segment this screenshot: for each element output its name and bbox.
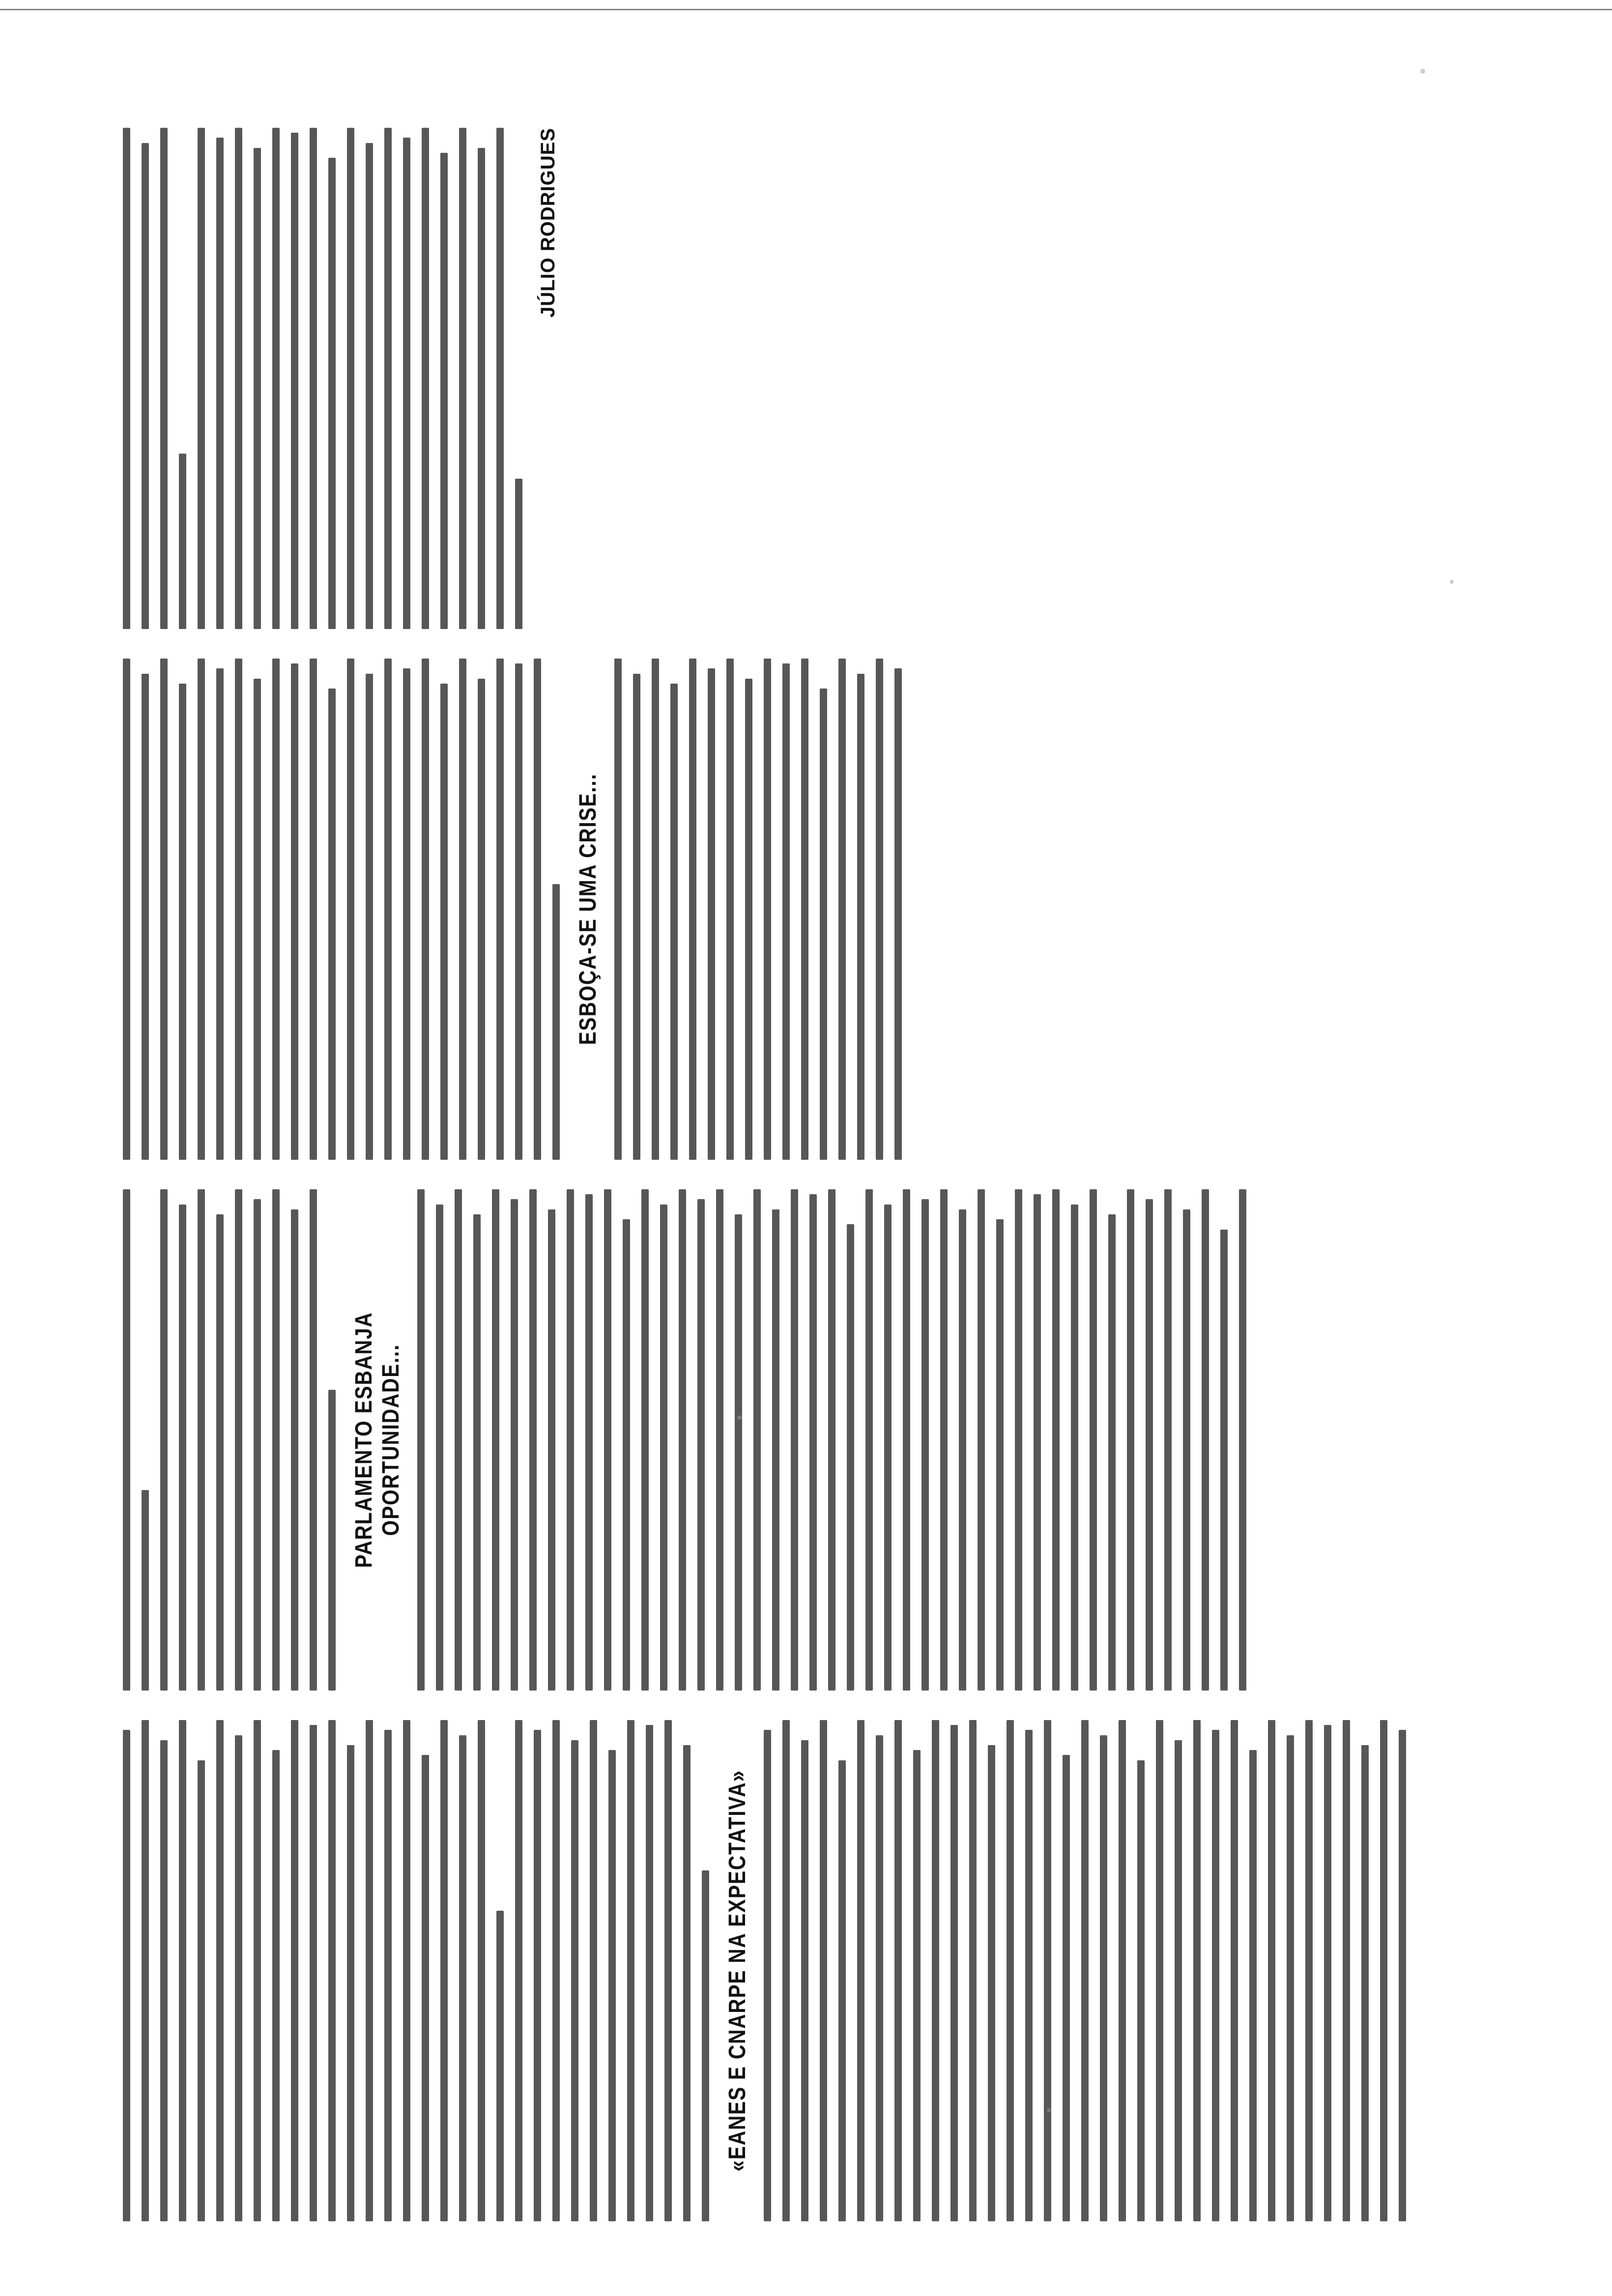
text-line [894, 668, 902, 1160]
scan-speck [737, 1415, 742, 1420]
text-line [235, 1735, 242, 2221]
text-line [216, 138, 224, 629]
text-line [772, 1209, 779, 1691]
text-line [646, 1725, 653, 2221]
text-line [876, 1735, 883, 2221]
text-line [590, 1720, 597, 2221]
text-line [702, 1870, 709, 2221]
text-line [641, 1189, 649, 1691]
text-line [652, 659, 659, 1160]
text-line [529, 1189, 537, 1691]
text-line [683, 1745, 691, 2221]
text-line [254, 1720, 261, 2221]
text-line [1015, 1189, 1022, 1691]
text-line [384, 659, 392, 1160]
text-line [1305, 1720, 1313, 2221]
text-line [1044, 1720, 1051, 2221]
text-line [894, 1720, 902, 2221]
article-column-4 [123, 128, 1538, 629]
text-line [1202, 1189, 1209, 1691]
text-line [328, 689, 336, 1160]
text-line [403, 1720, 410, 2221]
headline-parlamento: PARLAMENTO ESBANJA OPORTUNIDADE... [351, 1312, 404, 1568]
text-line [142, 1490, 149, 1691]
text-line [403, 668, 410, 1160]
column-2-lower-text-lines [417, 1189, 1246, 1691]
text-line [1108, 1214, 1116, 1691]
text-line [534, 1730, 541, 2221]
text-line [791, 1189, 798, 1691]
text-line [847, 1224, 854, 1691]
text-line [179, 684, 186, 1160]
text-line [608, 1750, 616, 2221]
text-line [1175, 1740, 1182, 2221]
text-line [820, 1720, 827, 2221]
text-line [366, 143, 373, 629]
text-line [422, 659, 429, 1160]
text-line [1119, 1720, 1126, 2221]
text-line [1025, 1730, 1033, 2221]
text-line [913, 1750, 921, 2221]
text-line [160, 128, 168, 629]
text-line [328, 1720, 336, 2221]
text-line [950, 1725, 958, 2221]
text-line [384, 1730, 392, 2221]
text-line [272, 128, 280, 629]
text-line [328, 158, 336, 629]
text-line [1239, 1189, 1246, 1691]
text-line [235, 659, 242, 1160]
text-line [552, 884, 560, 1160]
text-line [627, 1720, 634, 2221]
column-3-lower-text-lines [614, 659, 902, 1160]
headline-eanes-cnarpe: «EANES E CNARPE NA EXPECTATIVA» [724, 1770, 750, 2172]
text-line [838, 659, 846, 1160]
text-line [142, 1720, 149, 2221]
text-line [857, 674, 864, 1160]
scan-edge-rule [0, 9, 1612, 10]
text-line [198, 1760, 205, 2221]
text-line [876, 659, 883, 1160]
text-line [857, 1720, 864, 2221]
text-line [1361, 1745, 1369, 2221]
text-line [745, 679, 752, 1160]
column-1-lower-text-lines [764, 1720, 1406, 2221]
scan-speck [1450, 580, 1454, 584]
text-line [142, 143, 149, 629]
text-line [820, 689, 827, 1160]
text-line [366, 1720, 373, 2221]
text-line [272, 659, 280, 1160]
text-line [1212, 1730, 1219, 2221]
text-line [422, 1755, 429, 2221]
text-line [782, 663, 790, 1160]
text-line [511, 1199, 518, 1691]
text-line [689, 659, 696, 1160]
text-line [633, 674, 640, 1160]
text-line [940, 1189, 948, 1691]
text-line [1100, 1735, 1107, 2221]
text-line [782, 1720, 790, 2221]
text-line [828, 1189, 835, 1691]
text-line [1164, 1189, 1172, 1691]
text-line [932, 1720, 939, 2221]
text-line [1007, 1720, 1014, 2221]
text-line [440, 1720, 448, 2221]
text-line [179, 1720, 186, 2221]
text-line [160, 1740, 168, 2221]
text-line [160, 1189, 168, 1691]
text-line [216, 668, 224, 1160]
text-line [440, 153, 448, 629]
text-line [708, 668, 715, 1160]
text-line [996, 1219, 1004, 1691]
text-line [1137, 1760, 1145, 2221]
text-line [291, 1720, 298, 2221]
text-line [585, 1194, 593, 1691]
text-line [492, 1189, 499, 1691]
text-line [436, 1205, 443, 1691]
text-line [978, 1189, 985, 1691]
text-line [254, 1199, 261, 1691]
text-line [347, 659, 354, 1160]
text-line [291, 663, 298, 1160]
text-line [865, 1189, 873, 1691]
column-3-text-lines [123, 659, 560, 1160]
text-line [1231, 1720, 1238, 2221]
text-line [1127, 1189, 1134, 1691]
column-4-text-lines [123, 128, 522, 629]
text-line [571, 1740, 578, 2221]
rotated-newspaper-page [123, 59, 1548, 2221]
text-line [403, 138, 410, 629]
text-line [310, 1725, 317, 2221]
text-line [1071, 1205, 1078, 1691]
text-line [884, 1205, 892, 1691]
text-line [1380, 1720, 1387, 2221]
text-line [347, 1745, 354, 2221]
text-line [422, 128, 429, 629]
text-line [515, 663, 522, 1160]
text-line [534, 659, 541, 1160]
text-line [291, 1209, 298, 1691]
text-line [670, 684, 678, 1160]
text-line [1287, 1735, 1294, 2221]
text-line [1324, 1725, 1331, 2221]
text-line [235, 128, 242, 629]
text-line [764, 659, 771, 1160]
text-line [417, 1189, 425, 1691]
text-line [496, 659, 504, 1160]
text-line [567, 1189, 574, 1691]
text-line [1343, 1720, 1350, 2221]
headline-esboca-se-crise: ESBOÇA-SE UMA CRISE... [575, 773, 601, 1045]
text-line [604, 1189, 611, 1691]
scan-speck [1047, 2108, 1051, 2112]
text-line [969, 1720, 977, 2221]
text-line [384, 128, 392, 629]
text-line [1090, 1189, 1097, 1691]
text-line [455, 1189, 462, 1691]
text-line [459, 128, 466, 629]
text-line [160, 659, 168, 1160]
text-line [515, 479, 522, 629]
text-line [1156, 1720, 1163, 2221]
text-line [347, 128, 354, 629]
column-1-text-lines [123, 1720, 709, 2221]
text-line [254, 148, 261, 629]
text-line [679, 1189, 686, 1691]
text-line [123, 1730, 130, 2221]
text-line [496, 1911, 504, 2221]
text-line [552, 1720, 560, 2221]
text-line [1063, 1755, 1070, 2221]
text-line [1183, 1209, 1190, 1691]
text-line [764, 1730, 771, 2221]
article-column-2 [123, 1189, 1538, 1691]
text-line [459, 659, 466, 1160]
text-line [614, 659, 622, 1160]
text-line [1399, 1730, 1406, 2221]
text-line [697, 1199, 705, 1691]
text-line [291, 133, 298, 629]
text-line [753, 1189, 761, 1691]
text-line [198, 128, 205, 629]
text-line [328, 1390, 336, 1691]
text-line [216, 1720, 224, 2221]
text-line [921, 1199, 929, 1691]
text-line [1034, 1194, 1041, 1691]
scan-speck [1420, 69, 1425, 74]
text-line [801, 659, 808, 1160]
text-line [123, 1189, 130, 1691]
text-line [716, 1189, 723, 1691]
text-line [123, 128, 130, 629]
text-line [959, 1209, 966, 1691]
text-line [459, 1735, 466, 2221]
text-line [235, 1189, 242, 1691]
text-line [496, 128, 504, 629]
text-line [272, 1750, 280, 2221]
text-line [310, 659, 317, 1160]
text-line [179, 1205, 186, 1691]
text-line [801, 1740, 808, 2221]
column-2-text-lines [123, 1189, 336, 1691]
text-line [473, 1214, 481, 1691]
text-line [809, 1194, 817, 1691]
text-line [254, 679, 261, 1160]
text-line [1081, 1720, 1089, 2221]
byline: JÚLIO RODRIGUES [537, 128, 559, 318]
text-line [838, 1760, 846, 2221]
text-line [440, 684, 448, 1160]
text-line [903, 1189, 910, 1691]
text-line [478, 148, 485, 629]
text-line [478, 1720, 485, 2221]
text-line [1268, 1720, 1275, 2221]
text-line [726, 659, 734, 1160]
text-line [310, 1189, 317, 1691]
text-line [179, 454, 186, 629]
text-line [216, 1214, 224, 1691]
text-line [660, 1205, 667, 1691]
text-line [664, 1720, 672, 2221]
text-line [272, 1189, 280, 1691]
text-line [515, 1720, 522, 2221]
text-line [198, 1189, 205, 1691]
text-line [310, 128, 317, 629]
text-line [123, 659, 130, 1160]
text-line [478, 679, 485, 1160]
text-line [1146, 1199, 1153, 1691]
text-line [548, 1209, 555, 1691]
text-line [623, 1219, 630, 1691]
text-line [142, 674, 149, 1160]
text-line [366, 674, 373, 1160]
article-column-1 [123, 1720, 1538, 2221]
text-line [198, 659, 205, 1160]
text-line [988, 1745, 995, 2221]
text-line [1052, 1189, 1060, 1691]
text-line [1220, 1230, 1228, 1691]
text-line [735, 1214, 742, 1691]
text-line [1193, 1720, 1201, 2221]
text-line [1249, 1750, 1257, 2221]
article-column-3 [123, 659, 1538, 1160]
